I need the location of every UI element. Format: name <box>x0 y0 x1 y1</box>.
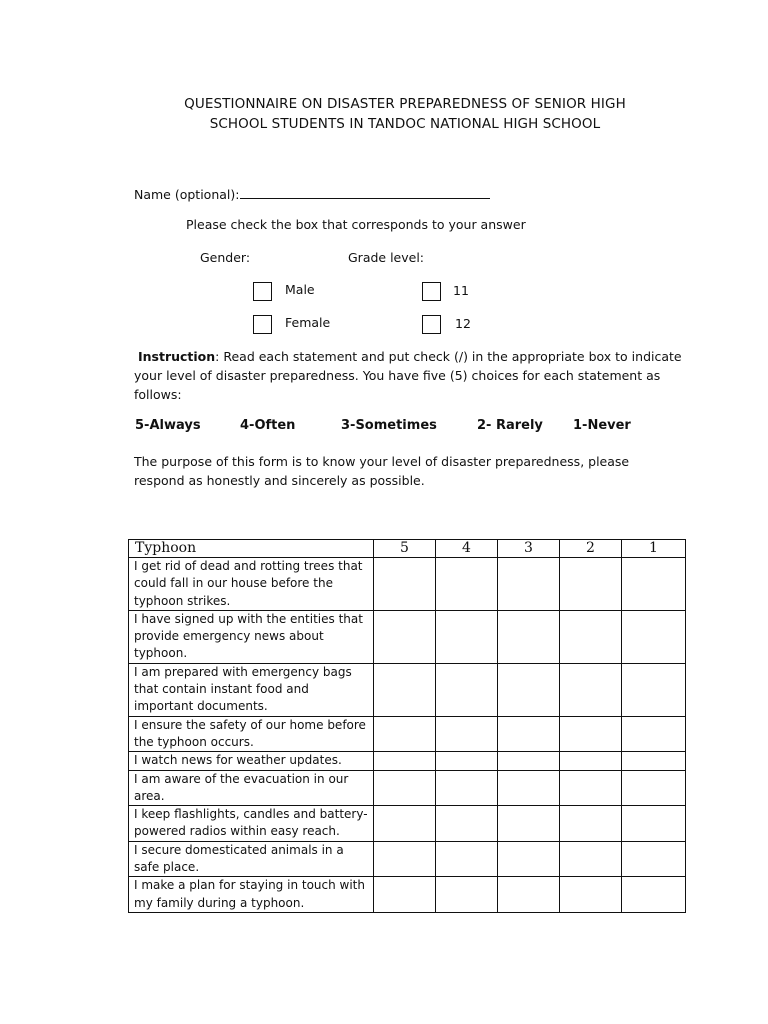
instruction-paragraph <box>134 347 682 404</box>
rating-4-cell[interactable] <box>436 877 498 913</box>
rating-1-cell[interactable] <box>622 610 686 663</box>
female-option-label: Female <box>285 315 331 330</box>
statement-cell: I secure domesticated animals in a safe place. <box>129 841 374 877</box>
title-line-2: SCHOOL STUDENTS IN TANDOC NATIONAL HIGH SCHOOL <box>209 116 601 132</box>
grade-12-label: 12 <box>455 316 471 331</box>
rating-3-cell[interactable] <box>498 770 560 806</box>
table-row <box>129 558 686 611</box>
rating-1-cell[interactable] <box>622 558 686 611</box>
table-row <box>129 663 686 716</box>
male-checkbox[interactable] <box>253 282 272 301</box>
grade-11-checkbox[interactable] <box>422 282 441 301</box>
rating-1-cell[interactable] <box>622 770 686 806</box>
table-header-row <box>129 540 686 558</box>
rating-3-cell[interactable] <box>498 752 560 770</box>
rating-5-cell[interactable] <box>374 770 436 806</box>
name-blank-line[interactable] <box>240 184 490 199</box>
rating-5-cell[interactable] <box>374 610 436 663</box>
column-header-5: 5 <box>374 540 436 558</box>
instruction-label: Instruction <box>137 349 216 364</box>
table-row <box>129 841 686 877</box>
rating-1-cell[interactable] <box>622 663 686 716</box>
rating-3-cell[interactable] <box>498 877 560 913</box>
rating-4-cell[interactable] <box>436 610 498 663</box>
rating-3-cell[interactable] <box>498 806 560 842</box>
male-option-label: Male <box>285 282 315 297</box>
scale-always: 5-Always <box>135 418 201 433</box>
gender-label: Gender: <box>200 250 251 265</box>
grade-11-label: 11 <box>453 283 469 298</box>
rating-1-cell[interactable] <box>622 841 686 877</box>
rating-4-cell[interactable] <box>436 716 498 752</box>
statement-cell: I ensure the safety of our home before the typhoon occurs. <box>129 716 374 752</box>
table-row <box>129 877 686 913</box>
rating-2-cell[interactable] <box>560 558 622 611</box>
rating-1-cell[interactable] <box>622 877 686 913</box>
rating-2-cell[interactable] <box>560 752 622 770</box>
rating-4-cell[interactable] <box>436 806 498 842</box>
purpose-paragraph: The purpose of this form is to know your level of disaster preparedness, please respond as honestly and sincerely as possible. <box>134 454 630 488</box>
column-header-3: 3 <box>498 540 560 558</box>
document-title <box>100 94 710 134</box>
check-prompt: Please check the box that corresponds to your answer <box>186 217 526 232</box>
statement-cell: I keep flashlights, candles and battery-powered radios within easy reach. <box>129 806 374 842</box>
rating-5-cell[interactable] <box>374 663 436 716</box>
rating-3-cell[interactable] <box>498 663 560 716</box>
table-row <box>129 806 686 842</box>
rating-4-cell[interactable] <box>436 663 498 716</box>
column-header-1: 1 <box>622 540 686 558</box>
rating-2-cell[interactable] <box>560 663 622 716</box>
rating-5-cell[interactable] <box>374 558 436 611</box>
rating-3-cell[interactable] <box>498 558 560 611</box>
rating-1-cell[interactable] <box>622 806 686 842</box>
statement-cell: I am prepared with emergency bags that contain instant food and important documents. <box>129 663 374 716</box>
rating-4-cell[interactable] <box>436 558 498 611</box>
rating-1-cell[interactable] <box>622 716 686 752</box>
instruction-text: : Read each statement and put check (/) in the appropriate box to indicate your level of disaster preparedness. You have five (5) choices for each statement as follows: <box>134 349 682 402</box>
rating-4-cell[interactable] <box>436 752 498 770</box>
rating-3-cell[interactable] <box>498 716 560 752</box>
statement-cell: I watch news for weather updates. <box>129 752 374 770</box>
scale-never: 1-Never <box>573 418 631 433</box>
name-label: Name (optional): <box>134 187 240 202</box>
table-row <box>129 770 686 806</box>
rating-5-cell[interactable] <box>374 752 436 770</box>
rating-1-cell[interactable] <box>622 752 686 770</box>
table-row <box>129 610 686 663</box>
table-row <box>129 752 686 770</box>
rating-2-cell[interactable] <box>560 877 622 913</box>
title-line-1: QUESTIONNAIRE ON DISASTER PREPAREDNESS OF SENIOR HIGH <box>184 96 626 112</box>
category-header: Typhoon <box>129 540 374 558</box>
scale-often: 4-Often <box>240 418 296 433</box>
typhoon-rating-table <box>128 539 686 913</box>
rating-2-cell[interactable] <box>560 610 622 663</box>
rating-5-cell[interactable] <box>374 716 436 752</box>
rating-5-cell[interactable] <box>374 877 436 913</box>
rating-2-cell[interactable] <box>560 716 622 752</box>
rating-3-cell[interactable] <box>498 610 560 663</box>
name-row <box>134 184 490 204</box>
rating-2-cell[interactable] <box>560 806 622 842</box>
table-body <box>129 558 686 913</box>
grade-12-checkbox[interactable] <box>422 315 441 334</box>
scale-rarely: 2- Rarely <box>477 418 543 433</box>
grade-level-label: Grade level: <box>348 250 425 265</box>
table-row <box>129 716 686 752</box>
statement-cell: I am aware of the evacuation in our area. <box>129 770 374 806</box>
female-checkbox[interactable] <box>253 315 272 334</box>
rating-2-cell[interactable] <box>560 841 622 877</box>
statement-cell: I get rid of dead and rotting trees that could fall in our house before the typhoon strikes. <box>129 558 374 611</box>
statement-cell: I make a plan for staying in touch with my family during a typhoon. <box>129 877 374 913</box>
rating-4-cell[interactable] <box>436 841 498 877</box>
rating-4-cell[interactable] <box>436 770 498 806</box>
column-header-2: 2 <box>560 540 622 558</box>
rating-5-cell[interactable] <box>374 806 436 842</box>
rating-2-cell[interactable] <box>560 770 622 806</box>
scale-sometimes: 3-Sometimes <box>341 418 437 433</box>
rating-5-cell[interactable] <box>374 841 436 877</box>
rating-3-cell[interactable] <box>498 841 560 877</box>
column-header-4: 4 <box>436 540 498 558</box>
statement-cell: I have signed up with the entities that provide emergency news about typhoon. <box>129 610 374 663</box>
